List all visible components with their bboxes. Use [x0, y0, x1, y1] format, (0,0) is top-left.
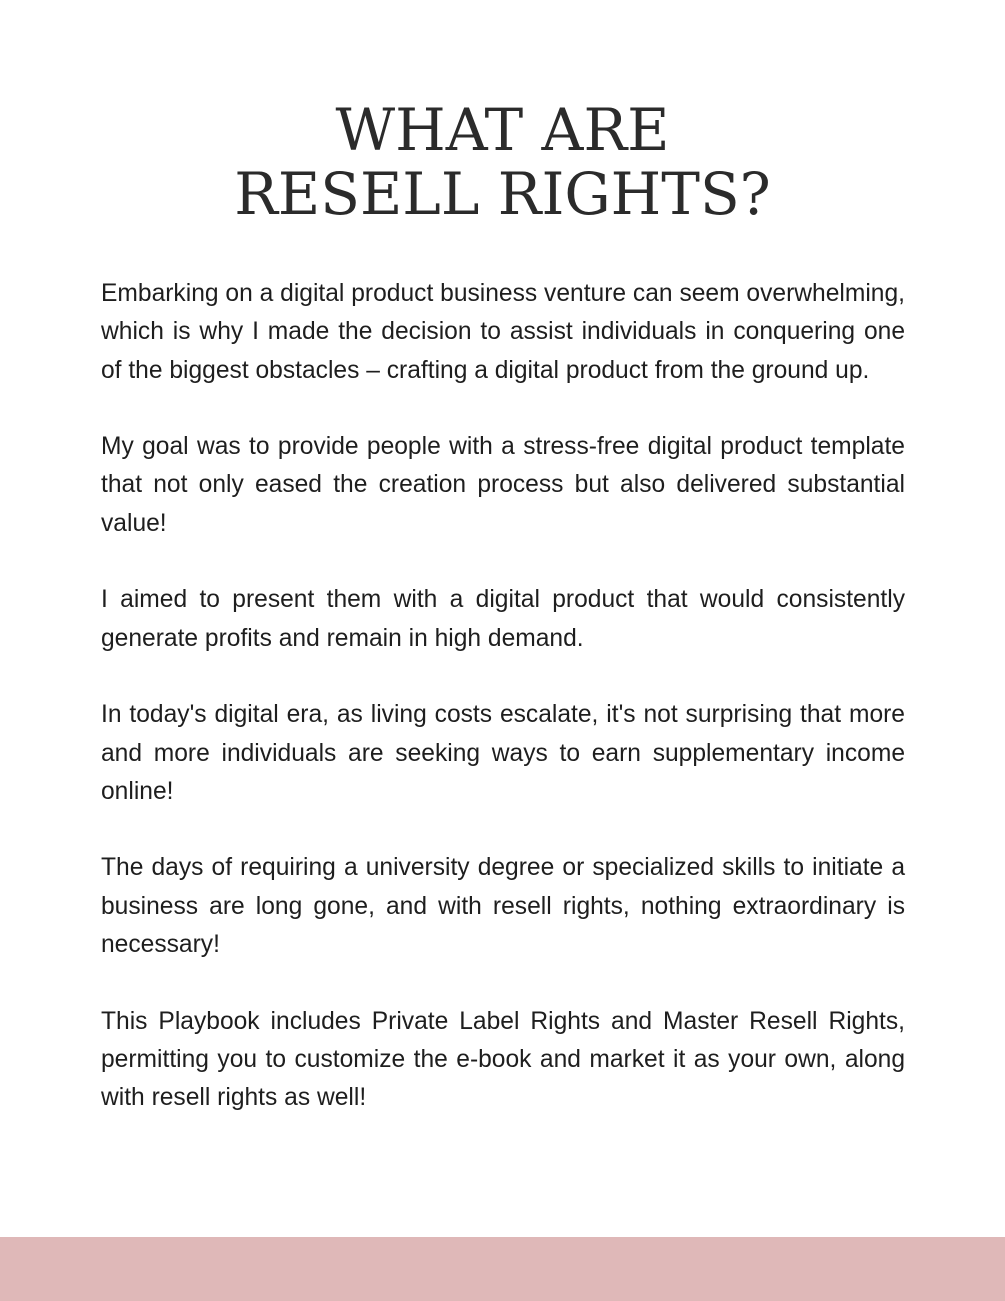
page-title — [0, 98, 1005, 226]
footer-band — [0, 1237, 1005, 1301]
paragraph-digital-era: In today's digital era, as living costs escalate, it's not surprising that more and more individuals are seeking ways to earn supplementary income online! — [101, 701, 905, 805]
page-title-line-1: WHAT ARE — [335, 96, 670, 164]
body-text — [101, 275, 905, 1156]
paragraph-goal: My goal was to provide people with a stress-free digital product template that not only eased the creation process but also delivered substantial value! — [101, 433, 905, 537]
paragraph-no-degree: The days of requiring a university degree or specialized skills to initiate a business are long gone, and with resell rights, nothing extraordinary is necessary! — [101, 854, 905, 959]
paragraph-playbook: This Playbook includes Private Label Rights and Master Resell Rights, permitting you to customize the e-book and market it as your own, along with resell rights as well! — [101, 1007, 905, 1112]
paragraph-aim: I aimed to present them with a digital product that would consistently generate profits and remain in high demand. — [101, 586, 905, 652]
paragraph-intro: Embarking on a digital product business venture can seem overwhelming, which is why I made the decision to assist individuals in conquering one of the biggest obstacles – crafting a digital product from the ground up. — [101, 280, 905, 384]
page-title-line-2: RESELL RIGHTS? — [234, 160, 771, 228]
